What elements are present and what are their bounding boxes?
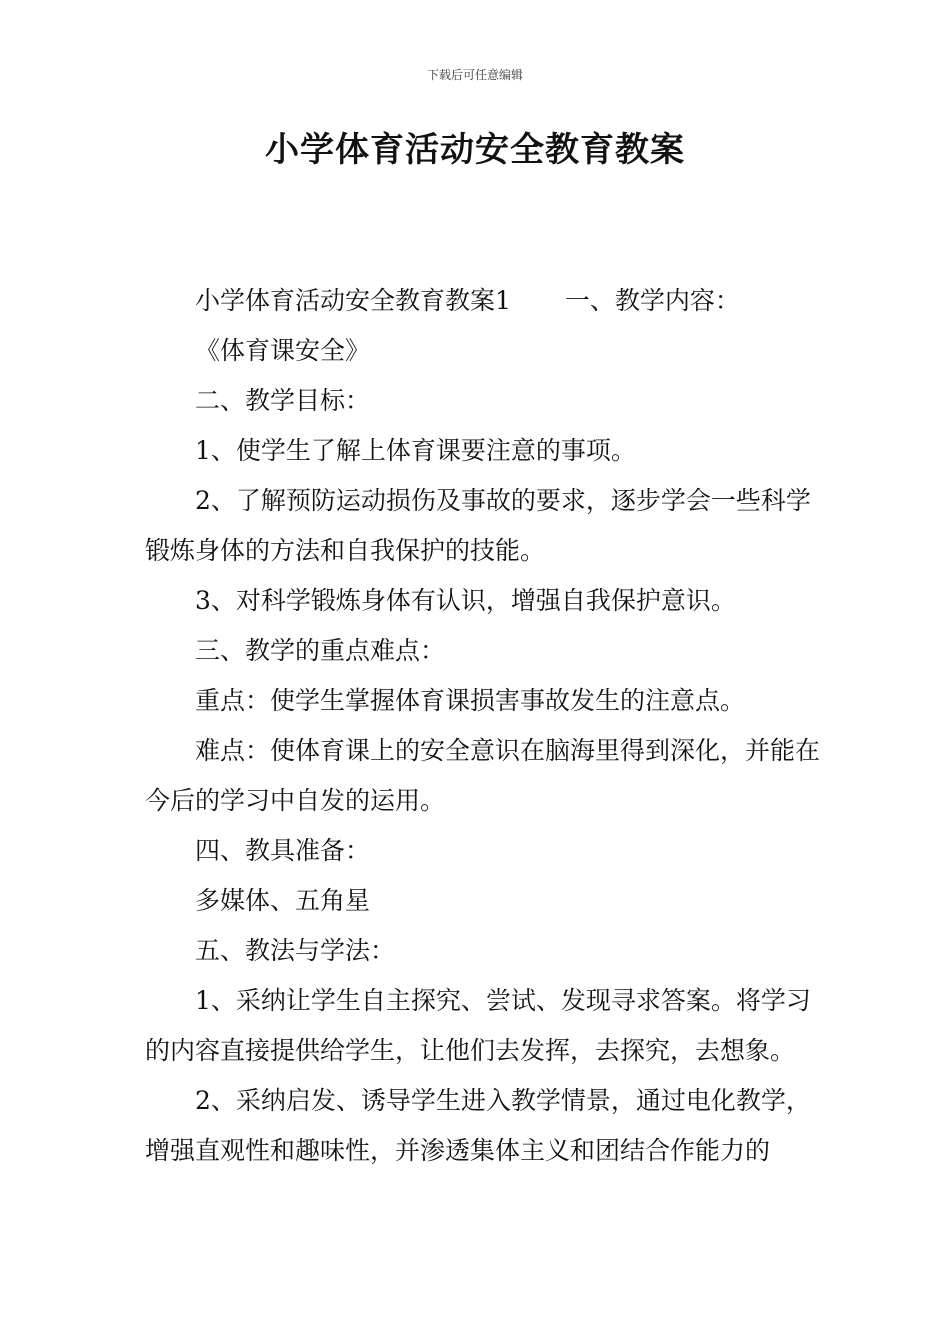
- intro-section-heading: 一、教学内容：: [564, 286, 740, 315]
- paragraph-goal-2: 2、了解预防运动损伤及事故的要求，逐步学会一些科学锻炼身体的方法和自我保护的技能。: [145, 486, 811, 565]
- paragraph-teaching-aids: 多媒体、五角星: [195, 886, 371, 915]
- paragraph-difficult-point: 难点：使体育课上的安全意识在脑海里得到深化，并能在今后的学习中自发的运用。: [145, 736, 821, 815]
- paragraph-method-1: 1、采纳让学生自主探究、尝试、发现寻求答案。将学习的内容直接提供给学生，让他们去发挥，去探究，去想象。: [145, 986, 811, 1065]
- page-header-note: 下载后可任意编辑: [426, 68, 523, 82]
- paragraph-goal-1: 1、使学生了解上体育课要注意的事项。: [195, 436, 636, 465]
- document-body: [145, 276, 820, 1176]
- paragraph-course-name: 《体育课安全》: [195, 336, 371, 365]
- paragraph-goal-3: 3、对科学锻炼身体有认识，增强自我保护意识。: [195, 586, 736, 615]
- heading-teaching-aids: 四、教具准备：: [195, 836, 371, 865]
- heading-key-points: 三、教学的重点难点：: [195, 636, 446, 665]
- document-title: 小学体育活动安全教育教案: [265, 130, 685, 170]
- intro-lead: 小学体育活动安全教育教案1: [195, 286, 511, 315]
- heading-methods: 五、教法与学法：: [195, 936, 396, 965]
- intro-paragraph: [145, 276, 820, 326]
- heading-teaching-goals: 二、教学目标：: [195, 386, 371, 415]
- paragraph-method-2: 2、采纳启发、诱导学生进入教学情景，通过电化教学，增强直观性和趣味性，并渗透集体主义和团结合作能力的: [145, 1086, 811, 1165]
- paragraph-key-point: 重点：使学生掌握体育课损害事故发生的注意点。: [195, 686, 746, 715]
